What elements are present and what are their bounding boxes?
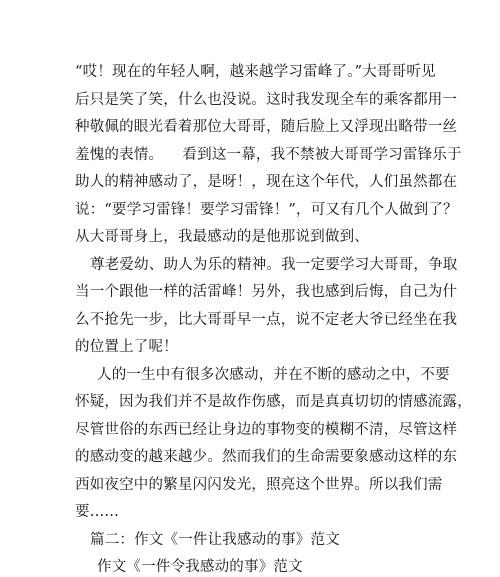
section-heading: 篇二：作文《一件让我感动的事》范文 (90, 532, 340, 548)
text-line: 从大哥哥身上，我最感动的是他那说到做到、 (75, 229, 369, 245)
text-line: 说：“要学习雷锋！要学习雷锋！”，可又有几个人做到了？ (75, 202, 458, 218)
text-line: 尽管世俗的东西已经让身边的事物变的模糊不清，尽管这样 (75, 422, 458, 438)
text-line: 尊老爱幼、助人为乐的精神。我一定要学习大哥哥，争取 (90, 257, 458, 273)
text-line: 当一个跟他一样的活雷峰！另外，我也感到后悔，自己为什 (75, 284, 458, 300)
text-line: 种敬佩的眼光看着那位大哥哥，随后脸上又浮现出略带一丝 (75, 119, 458, 135)
text-line: 么不抢先一步，比大哥哥早一点，说不定老大爷已经坐在我 (75, 312, 458, 328)
text-line: 的位置上了呢！ (75, 339, 178, 355)
text-line: 助人的精神感动了，是呀！，现在这个年代，人们虽然都在 (75, 174, 458, 190)
text-line: 后只是笑了笑，什么也没说。这时我发现全车的乘客都用一 (75, 92, 458, 108)
text-line: 要…… (75, 504, 120, 520)
text-line: 西如夜空中的繁星闪闪发光，照亮这个世界。所以我们需 (75, 477, 443, 493)
text-line: 怀疑，因为我们并不是故作伤感，而是真真切切的情感流露， (75, 394, 472, 410)
sub-heading: 作文《一件令我感动的事》范文 (97, 559, 303, 575)
text-line: “哎！现在的年轻人啊，越来越学习雷峰了。”大哥哥听见 (75, 64, 436, 80)
text-line: 人的一生中有很多次感动，并在不断的感动之中，不要 (97, 367, 450, 383)
text-line: 的感动变的越来越少。然而我们的生命需要象感动这样的东 (75, 449, 458, 465)
text-line: 羞愧的表情。 看到这一幕，我不禁被大哥哥学习雷锋乐于 (75, 147, 462, 163)
